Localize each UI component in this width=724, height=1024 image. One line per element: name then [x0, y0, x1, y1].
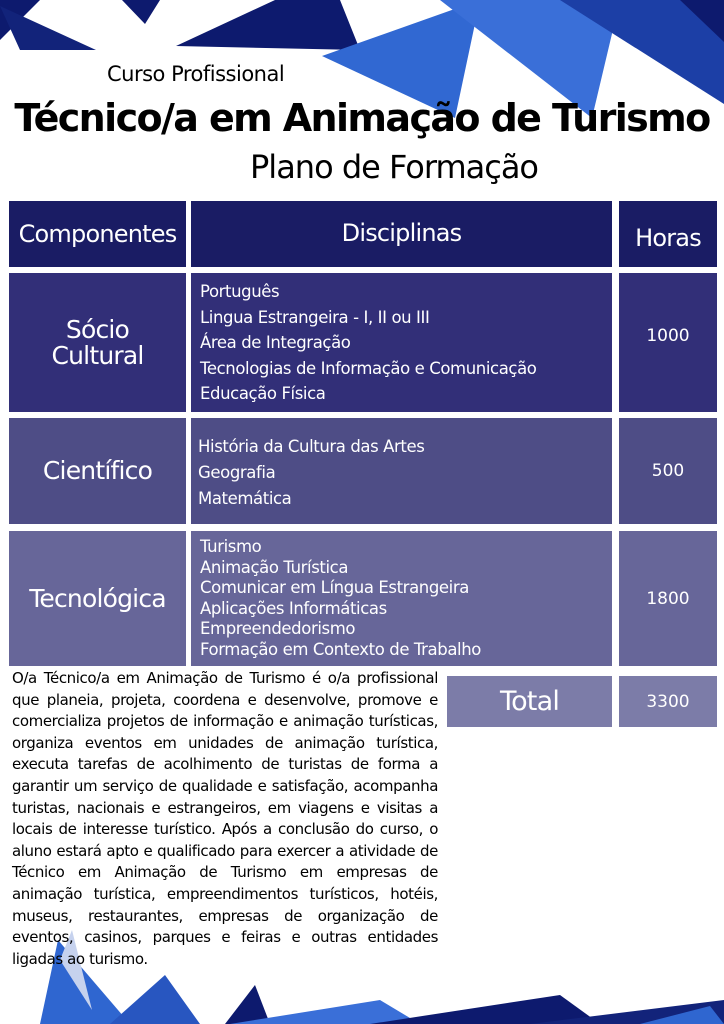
discipline-item: Turismo [200, 537, 262, 556]
component-cientifico [9, 418, 186, 524]
discipline-item: Aplicações Informáticas [200, 598, 387, 618]
hours-socio-cultural: 1000 [619, 273, 717, 412]
discipline-item: Formação em Contexto de Trabalho [200, 639, 481, 659]
total-hours: 3300 [619, 676, 717, 727]
component-tecnologica [9, 531, 186, 666]
component-label-line: Científico [42, 456, 153, 485]
header-hours: Horas [619, 201, 717, 267]
triangle-shape [225, 985, 270, 1024]
component-label-line: Tecnológica [29, 583, 166, 613]
component-label-line: Cultural [51, 340, 144, 370]
disciplines-tecnologica [191, 531, 612, 666]
discipline-item: Português [200, 282, 280, 301]
discipline-item: Tecnologias de Informação e Comunicação [200, 358, 537, 378]
discipline-item: Empreendedorismo [200, 619, 356, 639]
discipline-item: Animação Turística [200, 557, 349, 577]
triangle-shape [176, 0, 360, 50]
disciplines-socio-cultural [191, 273, 612, 412]
header-disciplines: Disciplinas [191, 201, 612, 267]
course-type-label: Curso Profissional [107, 62, 285, 86]
discipline-item: Área de Integração [200, 333, 351, 352]
hours-cientifico: 500 [619, 418, 717, 524]
triangle-shape [0, 6, 96, 50]
discipline-item: Educação Física [200, 384, 326, 403]
triangle-shape [122, 0, 160, 24]
hours-tecnologica: 1800 [619, 531, 717, 666]
discipline-item: Comunicar em Língua Estrangeira [200, 578, 469, 598]
disciplines-cientifico [191, 418, 612, 524]
discipline-item: Lingua Estrangeira - I, II ou III [200, 307, 430, 327]
header-components: Componentes [9, 201, 186, 267]
course-title: Técnico/a em Animação de Turismo [14, 96, 710, 140]
discipline-item: Matemática [198, 489, 292, 508]
triangle-shape [110, 975, 200, 1024]
component-socio-cultural [9, 273, 186, 412]
course-description: O/a Técnico/a em Animação de Turismo é o/a profissional que planeia, projeta, coordena e desenvolve, promove e comercializa projetos de informação e animação turísticas, organiza eventos em unidades de animação turística, executa tarefas de acolhimento de turistas de forma a garantir um serviço de qualidade e satisfação, acompanha turistas, nacionais e estrangeiros, em viagens e visitas a locais de interesse turístico. Após a conclusão do curso, o aluno estará apto e qualificado para exercer a atividade de Técnico em Animação de Turismo em empresas de animação turística, empreendimentos turísticos, hotéis, museus, restaurantes, empresas de organização de eventos, casinos, parques e feiras e outras entidades ligadas ao turismo. [12, 669, 438, 968]
discipline-item: História da Cultura das Artes [198, 437, 425, 456]
discipline-item: Geografia [198, 463, 276, 482]
plan-title: Plano de Formação [250, 148, 538, 186]
component-label-line: Sócio [65, 314, 130, 344]
total-label: Total [447, 676, 612, 727]
